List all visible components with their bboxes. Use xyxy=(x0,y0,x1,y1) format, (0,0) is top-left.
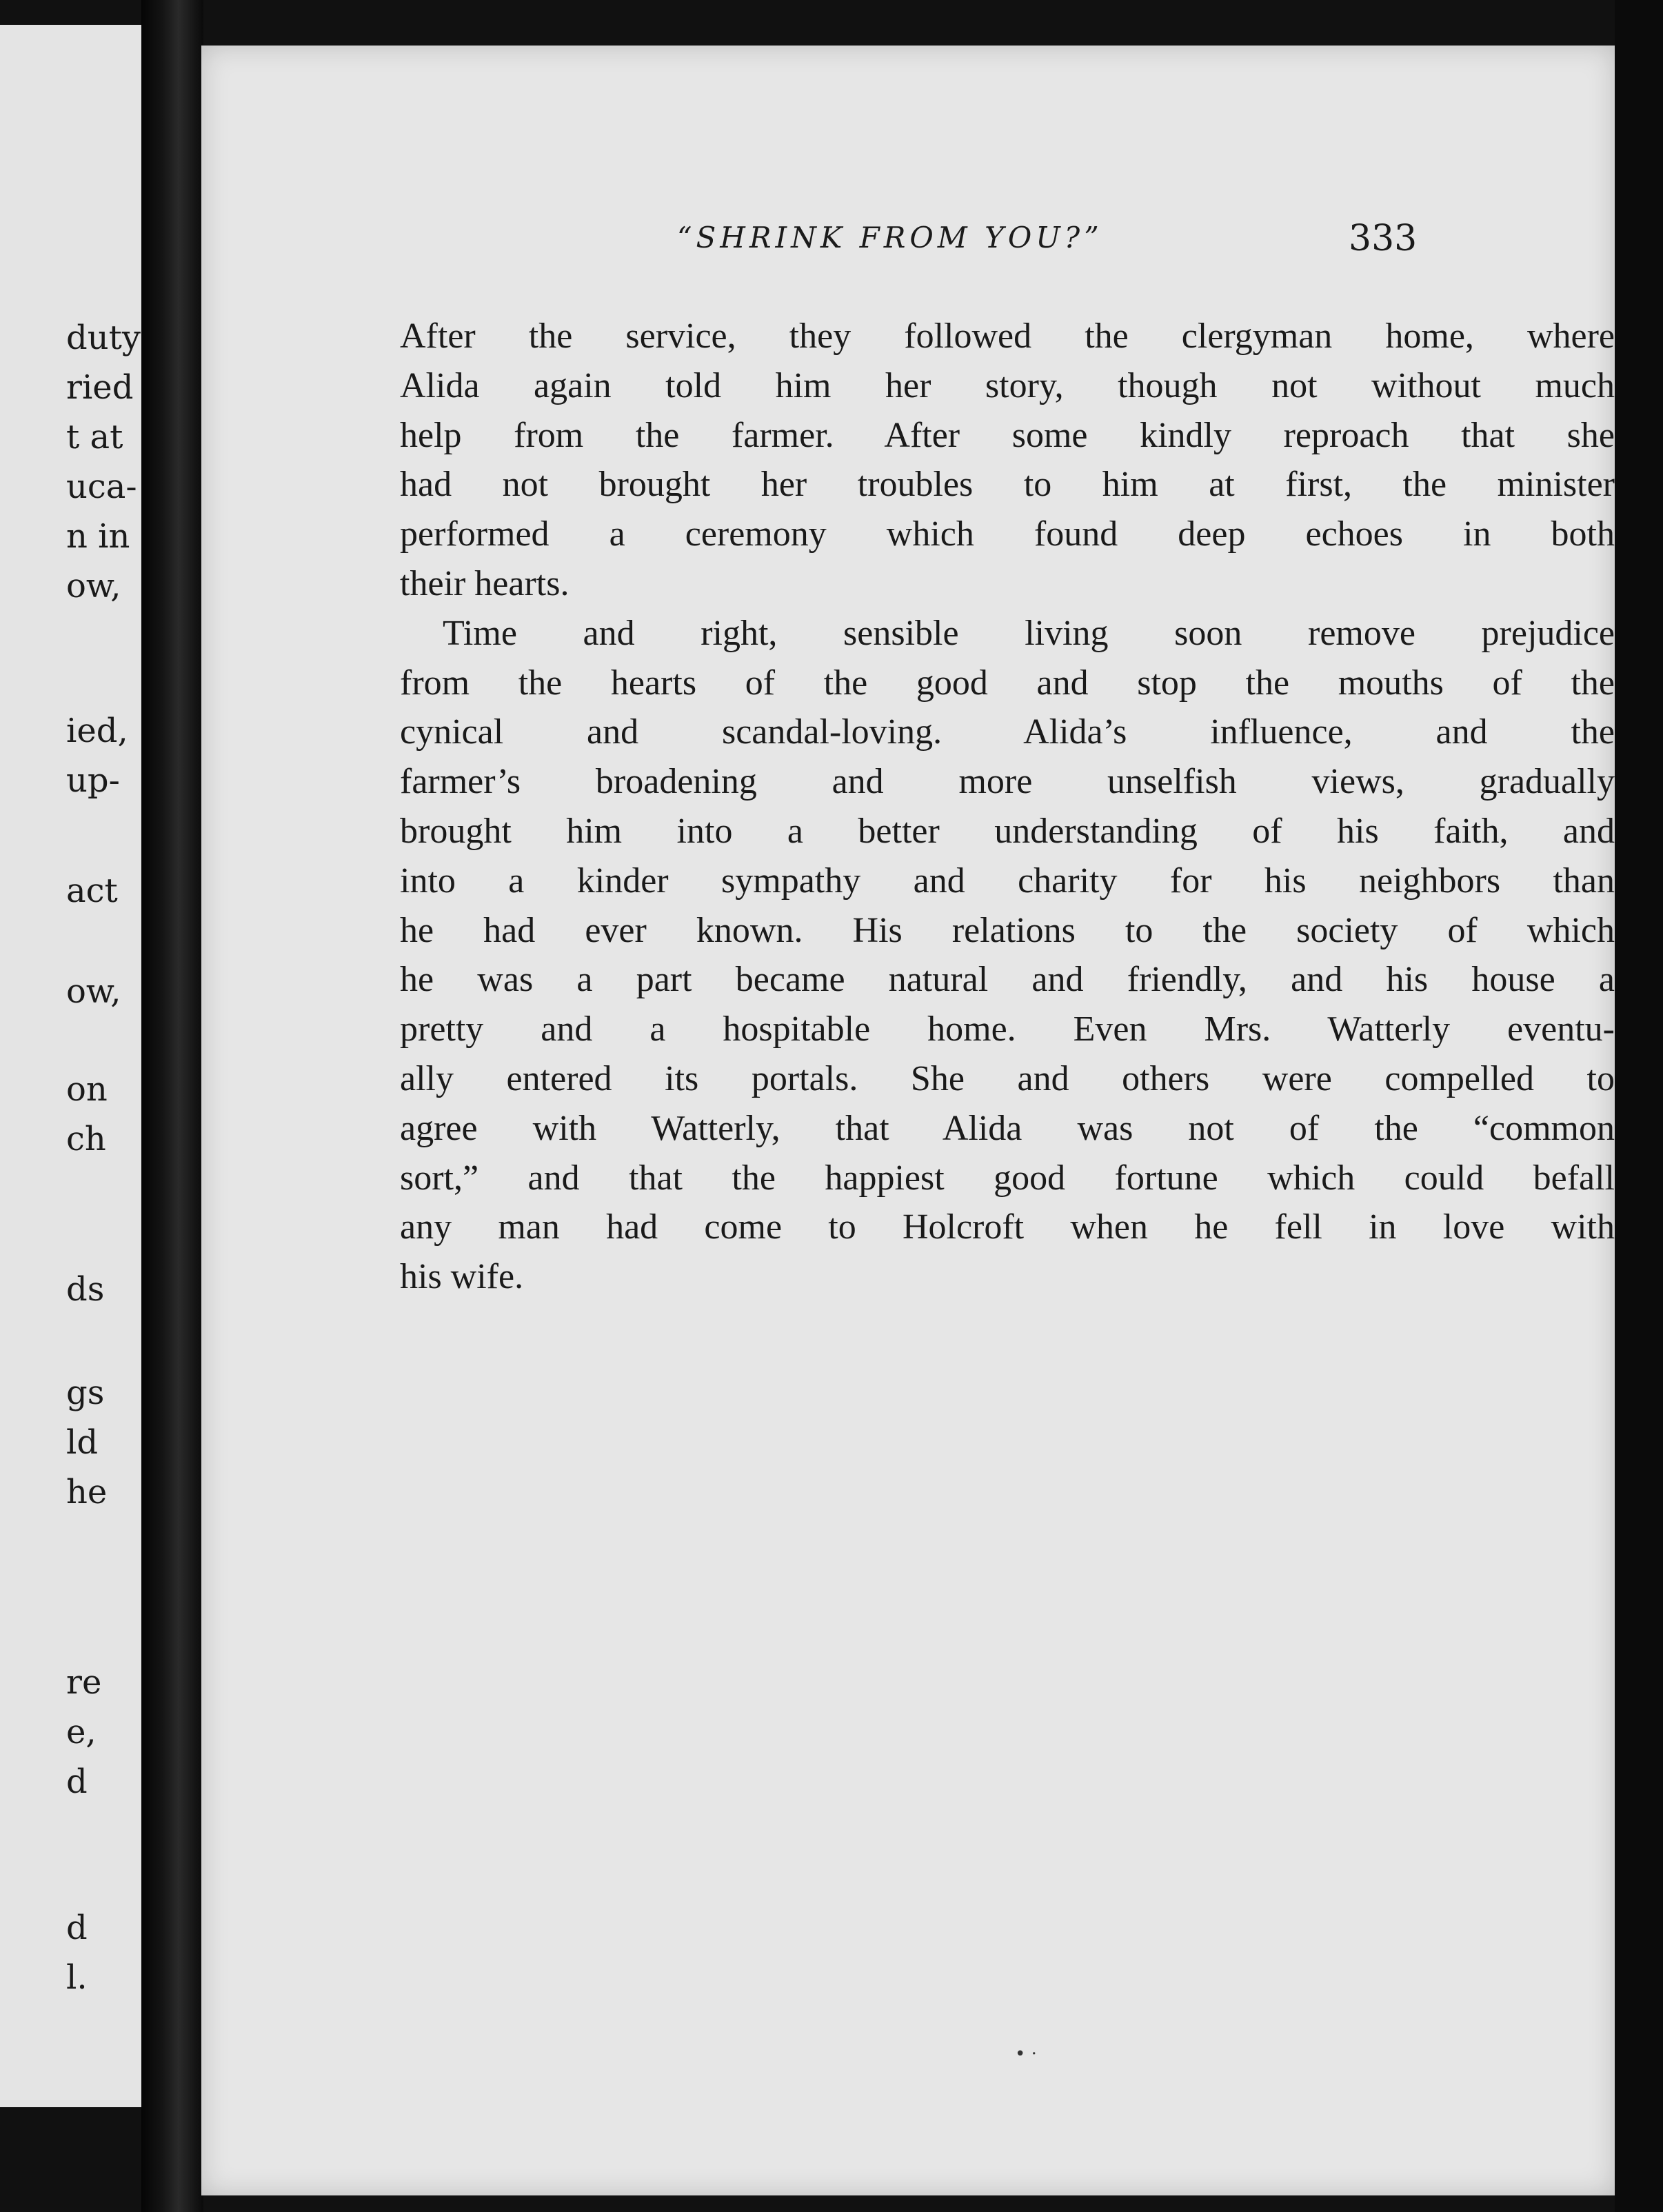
left-page-fragment: ied, xyxy=(66,712,128,750)
left-facing-page xyxy=(0,25,141,2107)
left-page-fragment: act xyxy=(66,872,118,910)
paragraph-1 xyxy=(400,312,1615,609)
text-line: performed a ceremony which found deep echoes in both xyxy=(400,514,1615,554)
paragraph-2 xyxy=(400,609,1615,1302)
left-page-fragment: uca- xyxy=(66,467,137,506)
running-head: “SHRINK FROM YOU?” xyxy=(677,221,1103,254)
book-gutter xyxy=(141,0,203,2212)
left-page-fragment: ds xyxy=(66,1270,105,1309)
text-line: his wife. xyxy=(400,1257,524,1297)
text-line: sort,” and that the happiest good fortune which could befall xyxy=(400,1158,1615,1198)
text-line: Alida again told him her story, though not without much xyxy=(400,365,1615,405)
text-line: help from the farmer. After some kindly reproach that she xyxy=(400,415,1615,455)
text-line: he had ever known. His relations to the society of which xyxy=(400,910,1615,950)
text-line: After the service, they followed the clergyman home, where xyxy=(400,316,1615,356)
left-page-fragment: t at xyxy=(66,418,123,456)
text-line: their hearts. xyxy=(400,563,570,603)
left-page-fragment: duty xyxy=(66,319,141,357)
left-page-fragment: ow, xyxy=(66,972,121,1011)
left-page-fragment: e, xyxy=(66,1713,97,1751)
left-page-fragment: ch xyxy=(66,1120,106,1158)
text-line: had not brought her troubles to him at first, the minister xyxy=(400,465,1615,505)
left-page-fragments xyxy=(2,25,141,2107)
text-line: ally entered its portals. She and others were compelled to xyxy=(400,1058,1615,1098)
text-line: agree with Watterly, that Alida was not of the “common xyxy=(400,1108,1615,1148)
left-page-fragment: re xyxy=(66,1663,102,1702)
text-line: brought him into a better understanding of his faith, and xyxy=(400,811,1615,851)
ink-specks: • · xyxy=(1015,2044,1037,2064)
left-page-fragment: ld xyxy=(66,1423,99,1462)
left-page-fragment: ried xyxy=(66,368,134,407)
text-line: Time and right, sensible living soon remove prejudice xyxy=(443,613,1615,653)
page-header xyxy=(201,218,1615,276)
left-page-fragment: he xyxy=(66,1473,108,1511)
left-page-fragment: ow, xyxy=(66,567,121,605)
text-line: he was a part became natural and friendly, and his house a xyxy=(400,960,1615,1000)
text-line: any man had come to Holcroft when he fell in love with xyxy=(400,1207,1615,1247)
page-number: 333 xyxy=(1349,218,1418,259)
text-line: cynical and scandal-loving. Alida’s influence, and the xyxy=(400,712,1615,752)
text-line: farmer’s broadening and more unselfish views, gradually xyxy=(400,762,1615,802)
left-page-fragment: up- xyxy=(66,761,120,800)
text-line: from the hearts of the good and stop the mouths of the xyxy=(400,663,1615,703)
left-page-fragment: n in xyxy=(66,517,130,556)
scan-edge-shadow xyxy=(1615,0,1663,2212)
left-page-fragment: on xyxy=(66,1070,108,1109)
body-text xyxy=(400,312,1615,1302)
book-page xyxy=(201,46,1615,2195)
text-line: pretty and a hospitable home. Even Mrs. Watterly eventu- xyxy=(400,1009,1615,1049)
left-page-fragment: l. xyxy=(66,1958,88,1997)
text-line: into a kinder sympathy and charity for his neighbors than xyxy=(400,861,1615,901)
left-page-fragment: gs xyxy=(66,1374,105,1412)
left-page-fragment: d xyxy=(66,1762,88,1801)
left-page-fragment: d xyxy=(66,1909,88,1947)
